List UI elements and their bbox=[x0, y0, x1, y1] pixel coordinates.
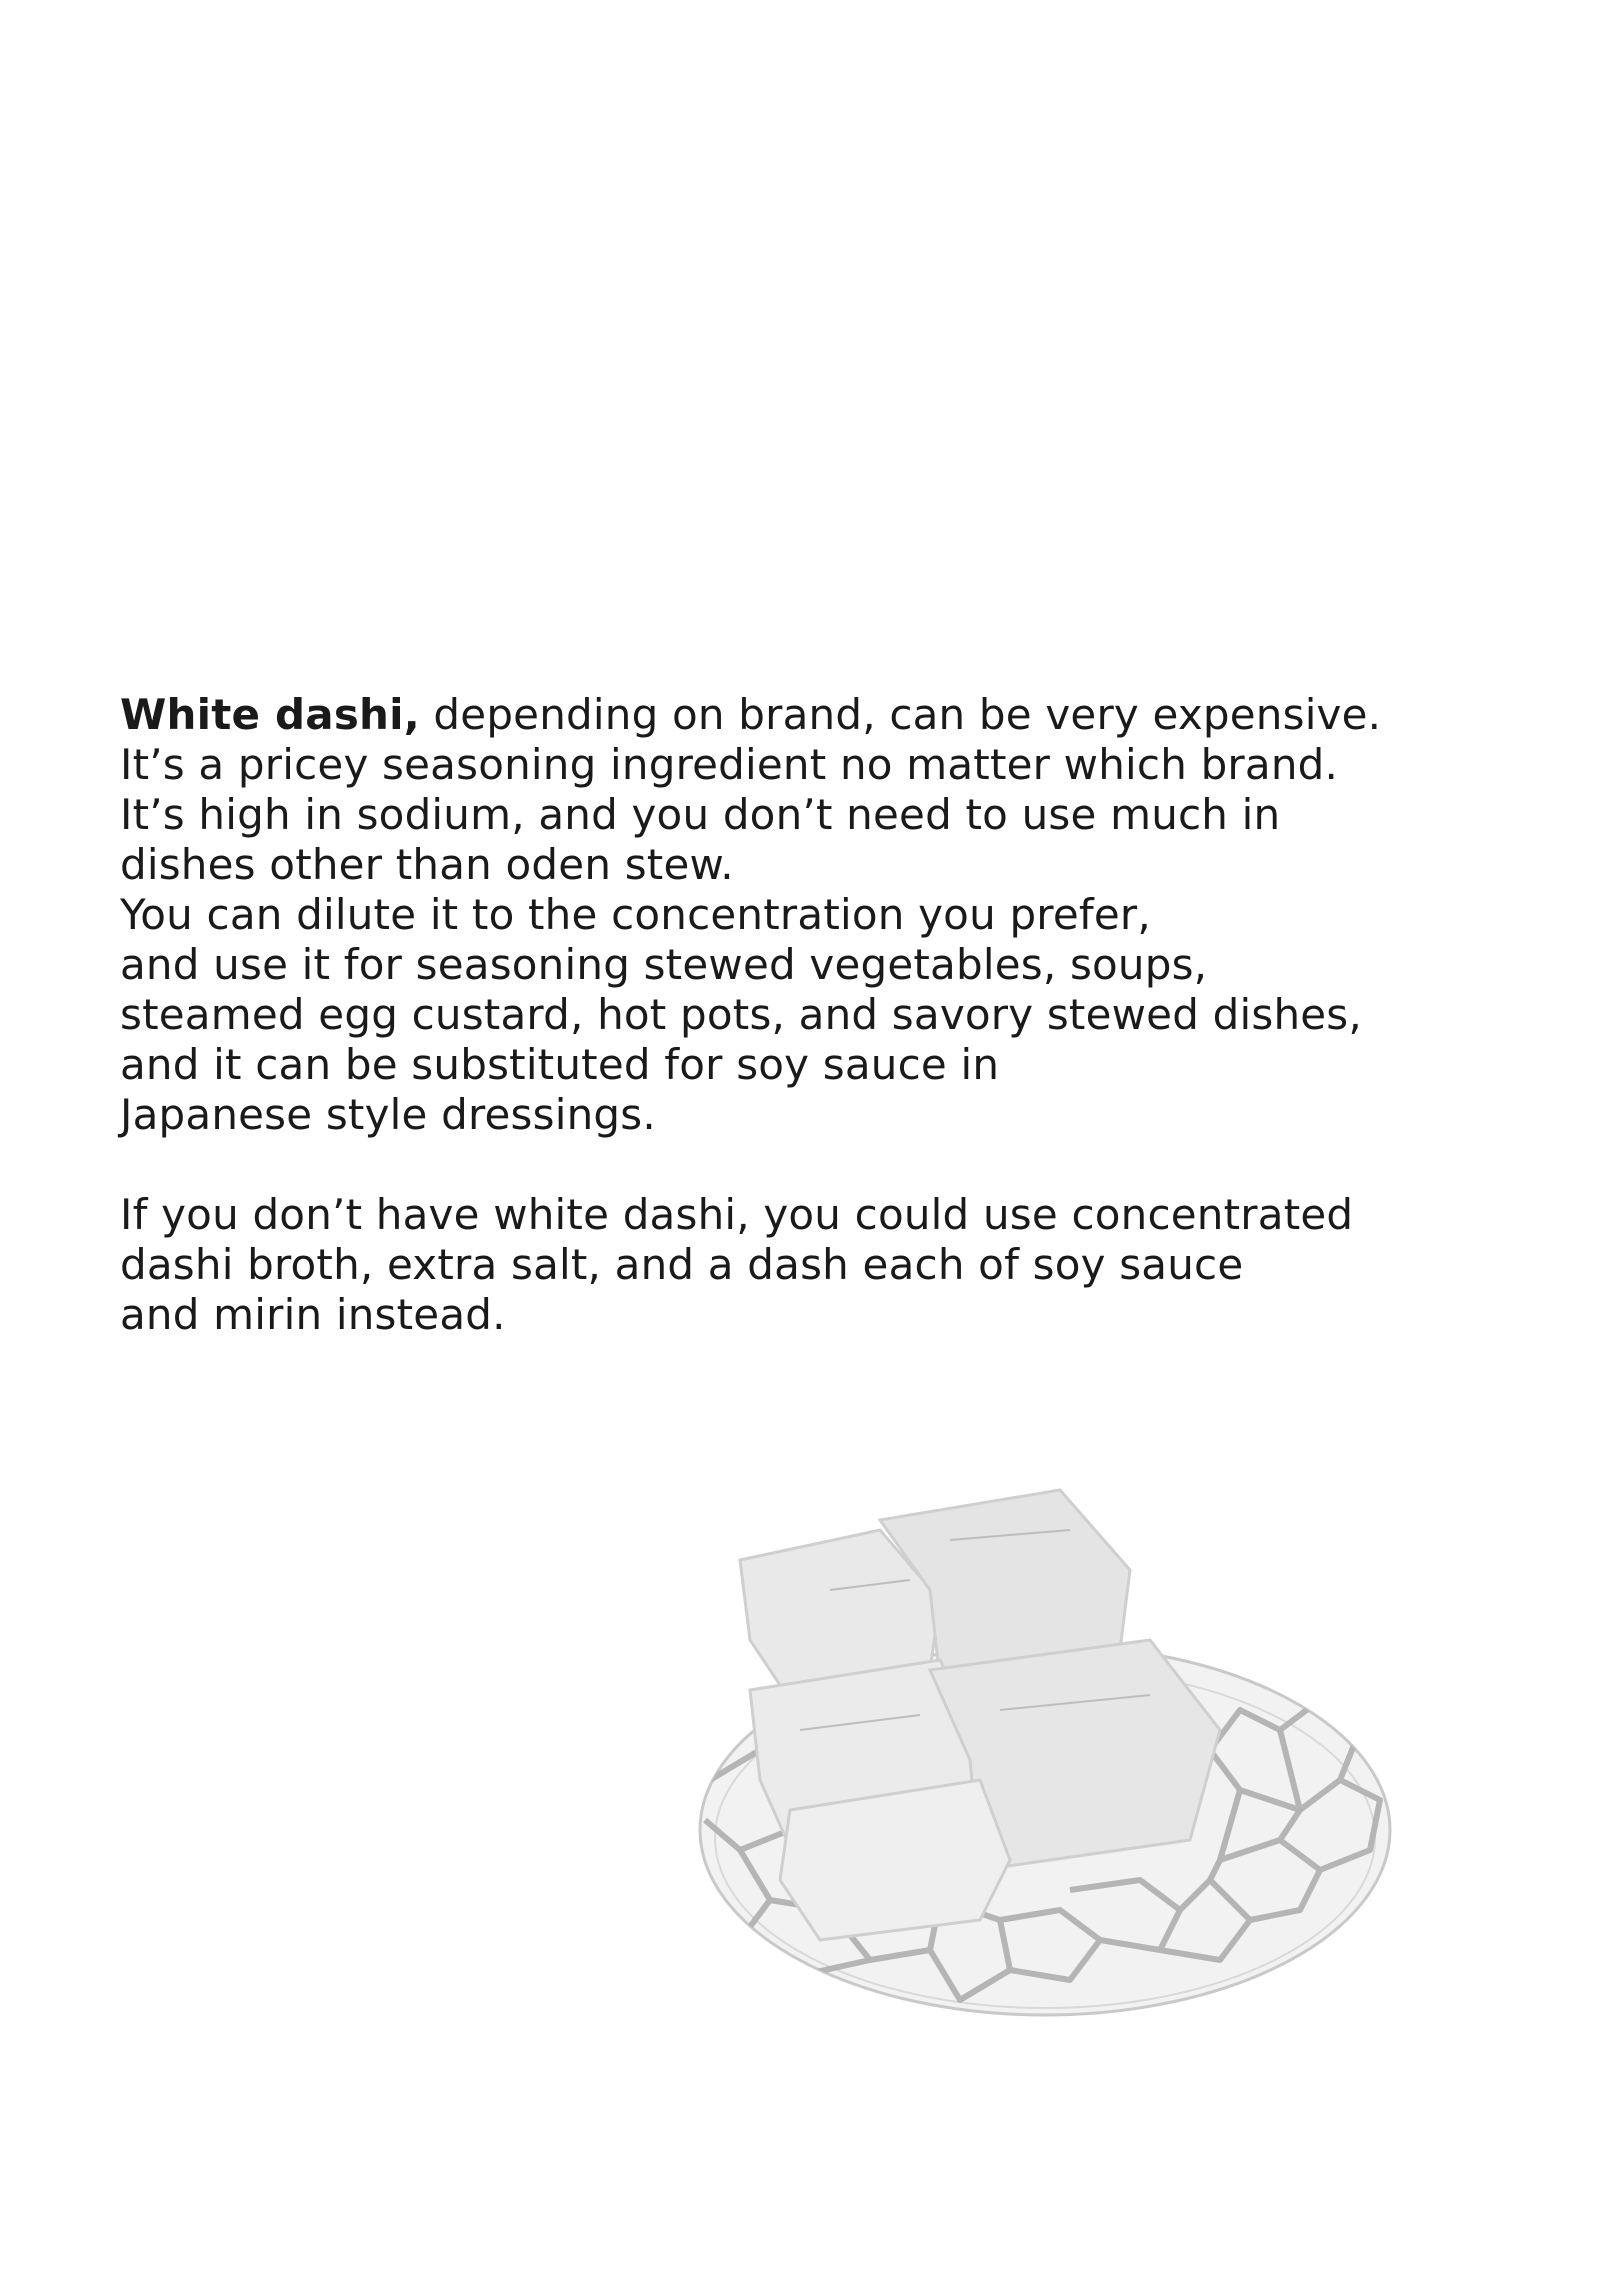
paragraph-gap bbox=[120, 1140, 1420, 1190]
paragraph-substitute bbox=[120, 1190, 1420, 1340]
body-text bbox=[120, 690, 1420, 1340]
lead-term: White dashi, bbox=[120, 690, 420, 739]
text-line: steamed egg custard, hot pots, and savory stewed dishes, bbox=[120, 990, 1362, 1039]
text-line: and it can be substituted for soy sauce in bbox=[120, 1040, 1000, 1089]
text-line: dishes other than oden stew. bbox=[120, 840, 734, 889]
text-line: and use it for seasoning stewed vegetables, soups, bbox=[120, 940, 1208, 989]
text-line: If you don’t have white dashi, you could use concentrated bbox=[120, 1190, 1354, 1239]
lead-line-rest: depending on brand, can be very expensive. bbox=[419, 690, 1382, 739]
fried-tofu-plate-icon bbox=[680, 1480, 1420, 2040]
text-line: It’s a pricey seasoning ingredient no matter which brand. bbox=[120, 740, 1339, 789]
text-line: dashi broth, extra salt, and a dash each of soy sauce bbox=[120, 1240, 1244, 1289]
text-line: It’s high in sodium, and you don’t need to use much in bbox=[120, 790, 1281, 839]
text-line: Japanese style dressings. bbox=[120, 1090, 656, 1139]
text-line bbox=[120, 690, 1420, 740]
text-line: You can dilute it to the concentration you prefer, bbox=[120, 890, 1151, 939]
paragraph-white-dashi bbox=[120, 690, 1420, 1140]
text-line: and mirin instead. bbox=[120, 1290, 506, 1339]
